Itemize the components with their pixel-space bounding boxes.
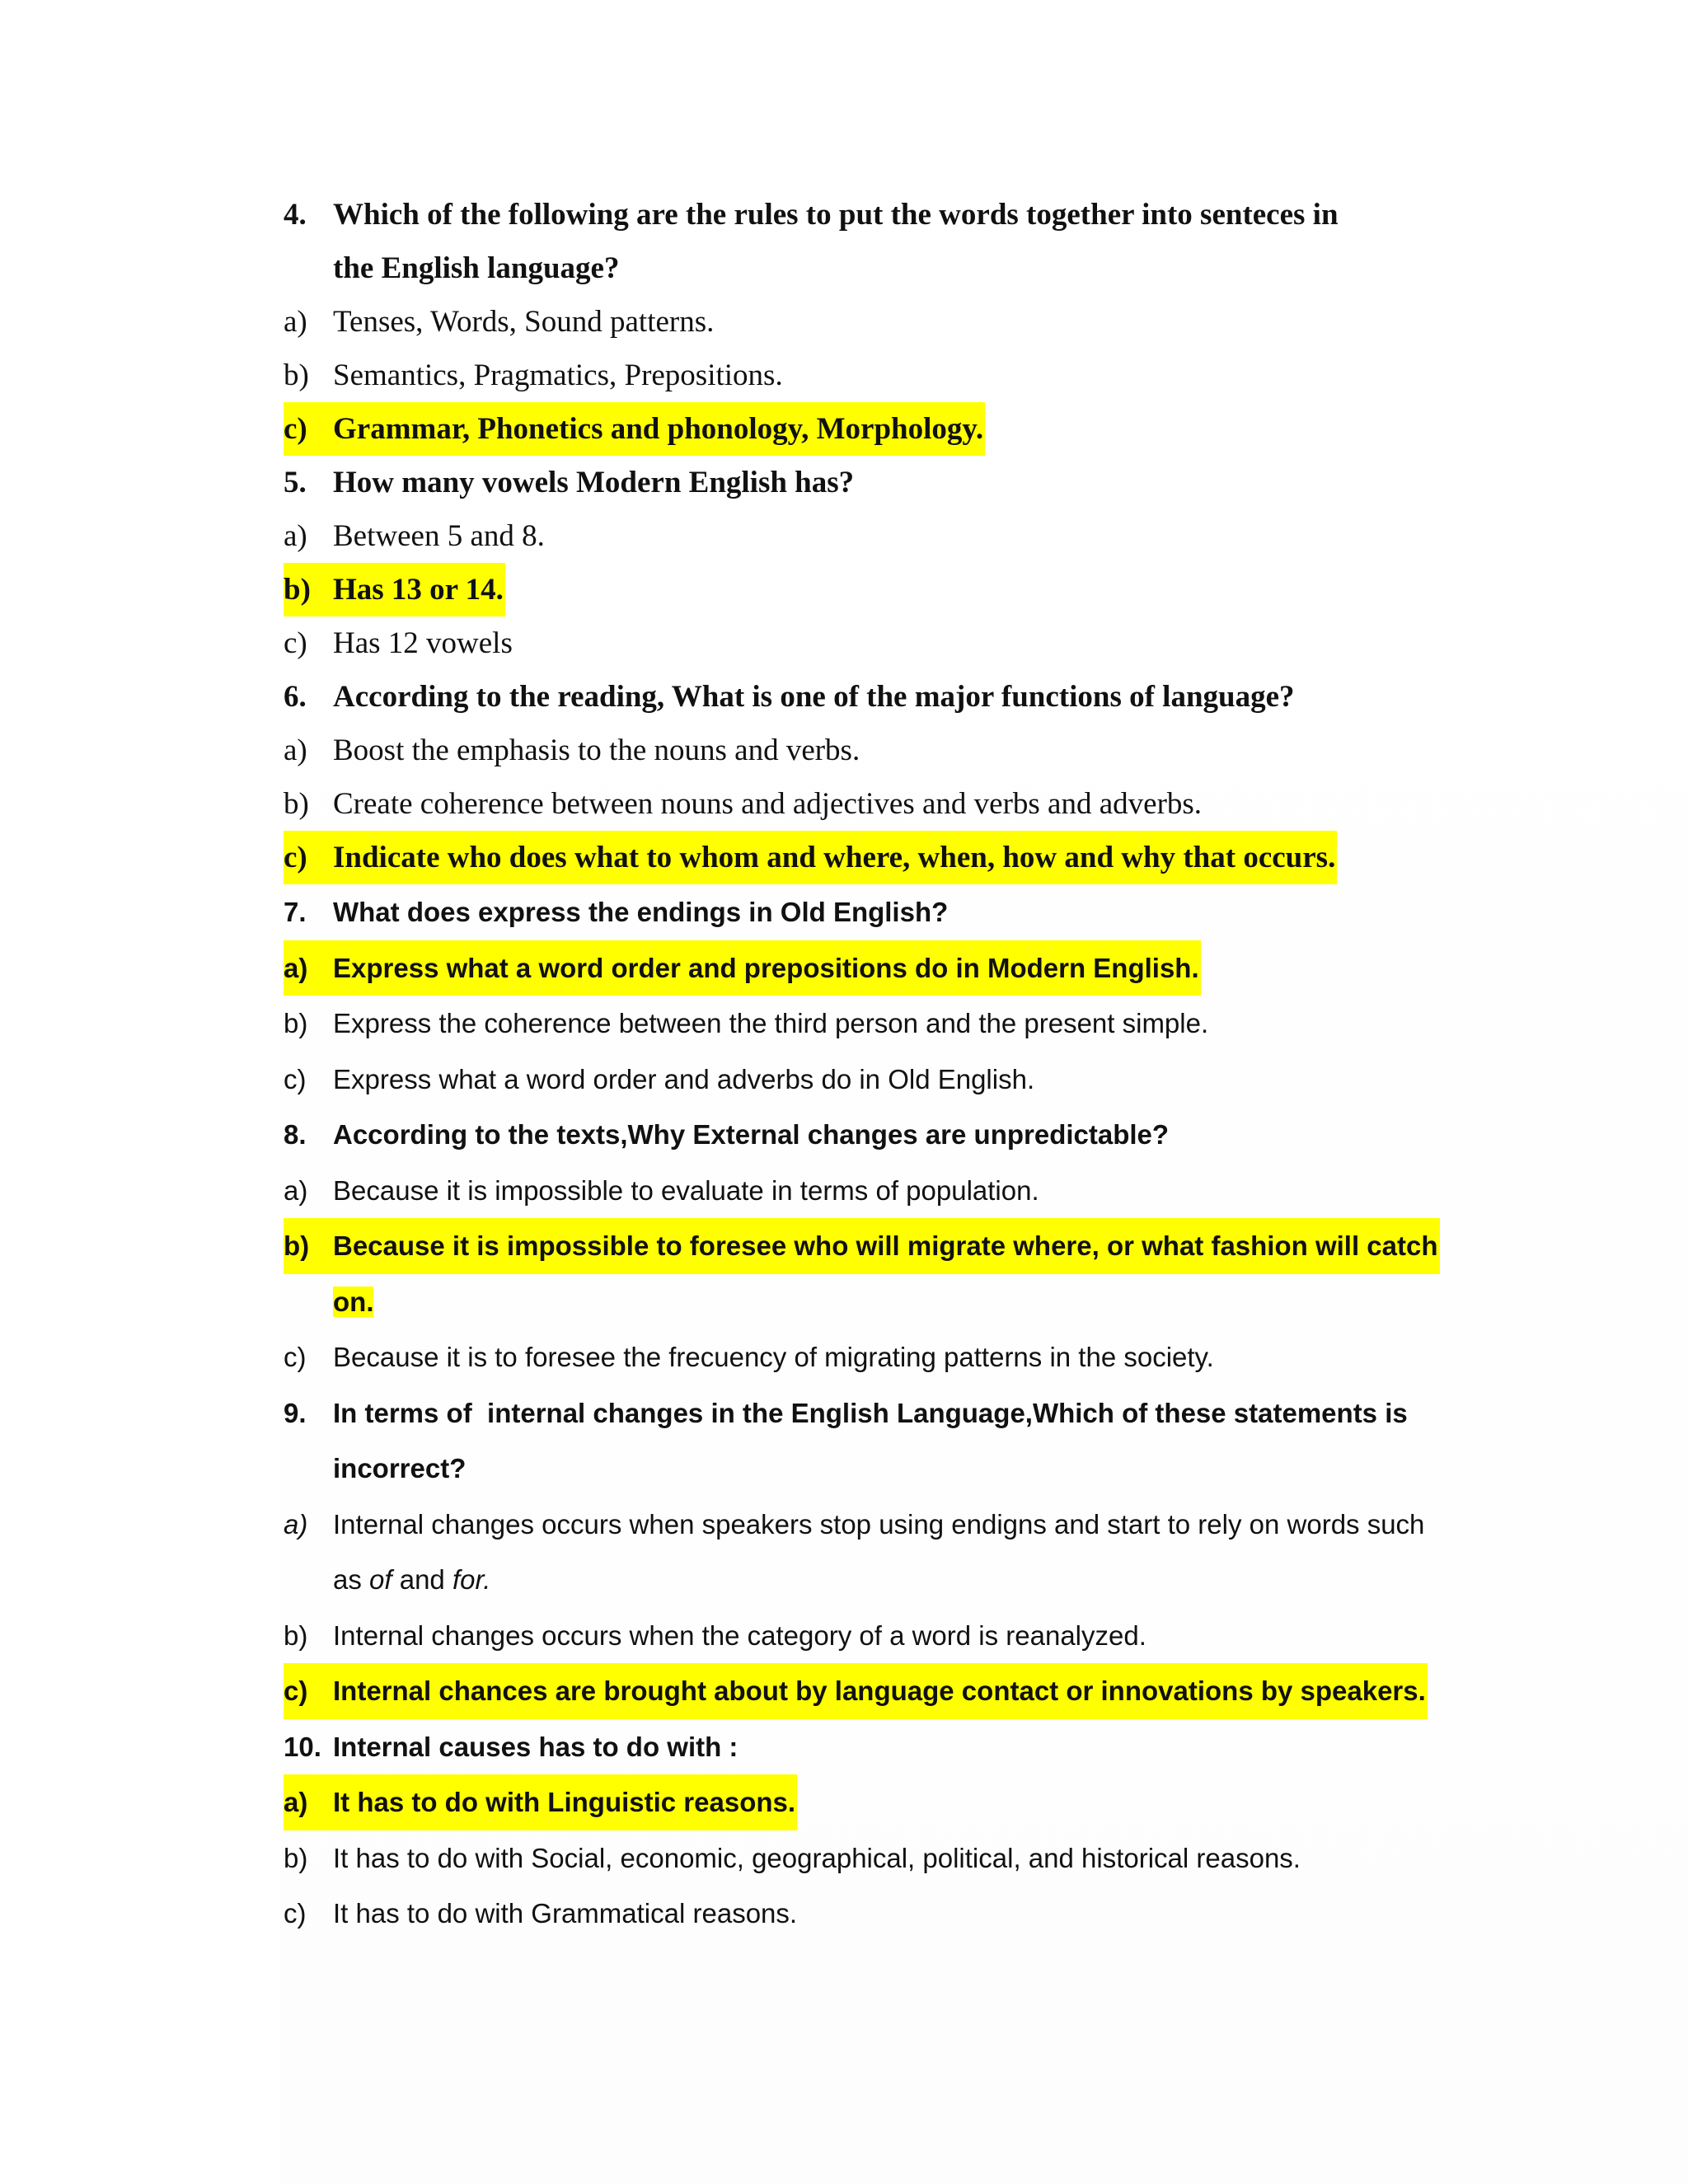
- question-text: In terms of internal changes in the English Language,Which of these statements is: [333, 1397, 1408, 1428]
- question-text: According to the texts,Why External changes are unpredictable?: [333, 1119, 1170, 1150]
- question-6: [284, 670, 1454, 724]
- question-9-continued: [284, 1441, 1454, 1497]
- option-text-highlighted: Express what a word order and prepositions do in Modern English.: [333, 940, 1201, 996]
- option-8a: [284, 1163, 1454, 1219]
- question-text: According to the reading, What is one of the major functions of language?: [333, 680, 1295, 714]
- option-9c-correct: [284, 1663, 1454, 1719]
- option-letter: a): [284, 1774, 333, 1830]
- option-text: Because it is to foresee the frecuency of migrating patterns in the society.: [333, 1342, 1214, 1372]
- question-5: [284, 456, 1454, 509]
- question-9: [284, 1385, 1454, 1441]
- question-4: [284, 188, 1454, 241]
- option-letter: a): [284, 940, 333, 996]
- option-text: Because it is impossible to evaluate in terms of population.: [333, 1174, 1039, 1206]
- option-text-highlighted: Grammar, Phonetics and phonology, Morphology.: [333, 402, 985, 456]
- option-7b: [284, 996, 1454, 1052]
- question-text: Internal causes has to do with :: [333, 1731, 738, 1762]
- option-10c: [284, 1886, 1454, 1942]
- question-number: 9.: [284, 1397, 307, 1428]
- option-4a: [284, 295, 1454, 349]
- option-5a: [284, 509, 1454, 563]
- italic-word-of: of: [369, 1564, 392, 1595]
- option-letter: b): [284, 1218, 333, 1274]
- option-6b: [284, 777, 1454, 831]
- option-text-highlighted: It has to do with Linguistic reasons.: [333, 1774, 797, 1830]
- option-letter: a): [284, 305, 307, 339]
- question-number: 10.: [284, 1731, 321, 1762]
- option-5b-correct: [284, 563, 1454, 616]
- option-letter: b): [284, 1842, 308, 1873]
- option-text-continued: [284, 1552, 490, 1608]
- option-letter: a): [284, 519, 307, 553]
- option-letter: b): [284, 1008, 308, 1038]
- option-10a-correct: [284, 1774, 1454, 1830]
- option-letter: a): [284, 1508, 308, 1540]
- option-8c: [284, 1329, 1454, 1385]
- option-letter: c): [284, 1898, 307, 1929]
- option-text: It has to do with Social, economic, geographical, political, and historical reasons.: [333, 1842, 1301, 1873]
- option-letter: b): [284, 787, 309, 821]
- italic-word-for: for.: [452, 1564, 491, 1595]
- option-5c: [284, 616, 1454, 670]
- question-text-continued: incorrect?: [333, 1453, 467, 1483]
- option-letter: c): [284, 402, 333, 456]
- option-6a: [284, 724, 1454, 777]
- option-letter: c): [284, 1663, 333, 1719]
- option-text: Express the coherence between the third person and the present simple.: [333, 1008, 1209, 1038]
- option-text-prefix: as: [333, 1564, 370, 1595]
- option-letter: c): [284, 831, 333, 884]
- question-number: 5.: [284, 466, 307, 499]
- option-text-middle: and: [392, 1564, 452, 1595]
- option-letter: c): [284, 1063, 307, 1094]
- option-text: Tenses, Words, Sound patterns.: [333, 305, 715, 339]
- option-text-highlighted: Indicate who does what to whom and where, when, how and why that occurs.: [333, 831, 1337, 884]
- question-4-continued: [284, 241, 1454, 295]
- question-10: [284, 1719, 1454, 1775]
- option-letter: c): [284, 626, 307, 660]
- option-letter: a): [284, 733, 307, 767]
- option-10b: [284, 1830, 1454, 1886]
- option-text: Has 12 vowels: [333, 626, 513, 660]
- option-text: Internal changes occurs when speakers stop using endigns and start to rely on words such: [333, 1508, 1425, 1540]
- question-number: 8.: [284, 1119, 307, 1150]
- option-9a: [284, 1497, 1454, 1553]
- question-number: 4.: [284, 198, 307, 232]
- option-text: Internal changes occurs when the category of a word is reanalyzed.: [333, 1619, 1146, 1651]
- option-letter: a): [284, 1174, 308, 1206]
- option-text: Between 5 and 8.: [333, 519, 545, 553]
- option-8b-correct: [284, 1218, 1454, 1274]
- option-letter: c): [284, 1342, 307, 1372]
- option-text: It has to do with Grammatical reasons.: [333, 1898, 798, 1929]
- option-text-highlighted: Has 13 or 14.: [333, 563, 505, 616]
- option-4b: [284, 349, 1454, 402]
- quiz-content: [284, 188, 1454, 1942]
- option-letter: b): [284, 1619, 308, 1651]
- option-text-highlighted: Because it is impossible to foresee who will migrate where, or what fashion will catch: [333, 1218, 1440, 1274]
- option-6c-correct: [284, 831, 1454, 884]
- option-text: Create coherence between nouns and adjectives and verbs and adverbs.: [333, 787, 1203, 821]
- question-7: [284, 884, 1454, 940]
- option-letter: b): [284, 359, 309, 392]
- option-text: Semantics, Pragmatics, Prepositions.: [333, 359, 783, 392]
- question-text: Which of the following are the rules to put the words together into senteces in: [333, 198, 1339, 232]
- option-letter: b): [284, 563, 333, 616]
- question-text: What does express the endings in Old English?: [333, 897, 949, 927]
- question-8: [284, 1107, 1454, 1163]
- question-number: 6.: [284, 680, 307, 714]
- question-text: How many vowels Modern English has?: [333, 466, 855, 499]
- question-text-continued: the English language?: [333, 251, 620, 285]
- option-text: Boost the emphasis to the nouns and verbs.: [333, 733, 860, 767]
- option-7c: [284, 1052, 1454, 1108]
- option-4c-correct: [284, 402, 1454, 456]
- option-text-highlighted: Internal chances are brought about by language contact or innovations by speakers.: [333, 1663, 1428, 1719]
- option-text-highlighted-continued: on.: [333, 1286, 374, 1317]
- option-8b-continued: [284, 1274, 1454, 1330]
- option-7a-correct: [284, 940, 1454, 996]
- option-9b: [284, 1608, 1454, 1664]
- option-text: Express what a word order and adverbs do in Old English.: [333, 1063, 1035, 1094]
- question-number: 7.: [284, 897, 307, 927]
- option-9a-continued: [284, 1552, 1454, 1608]
